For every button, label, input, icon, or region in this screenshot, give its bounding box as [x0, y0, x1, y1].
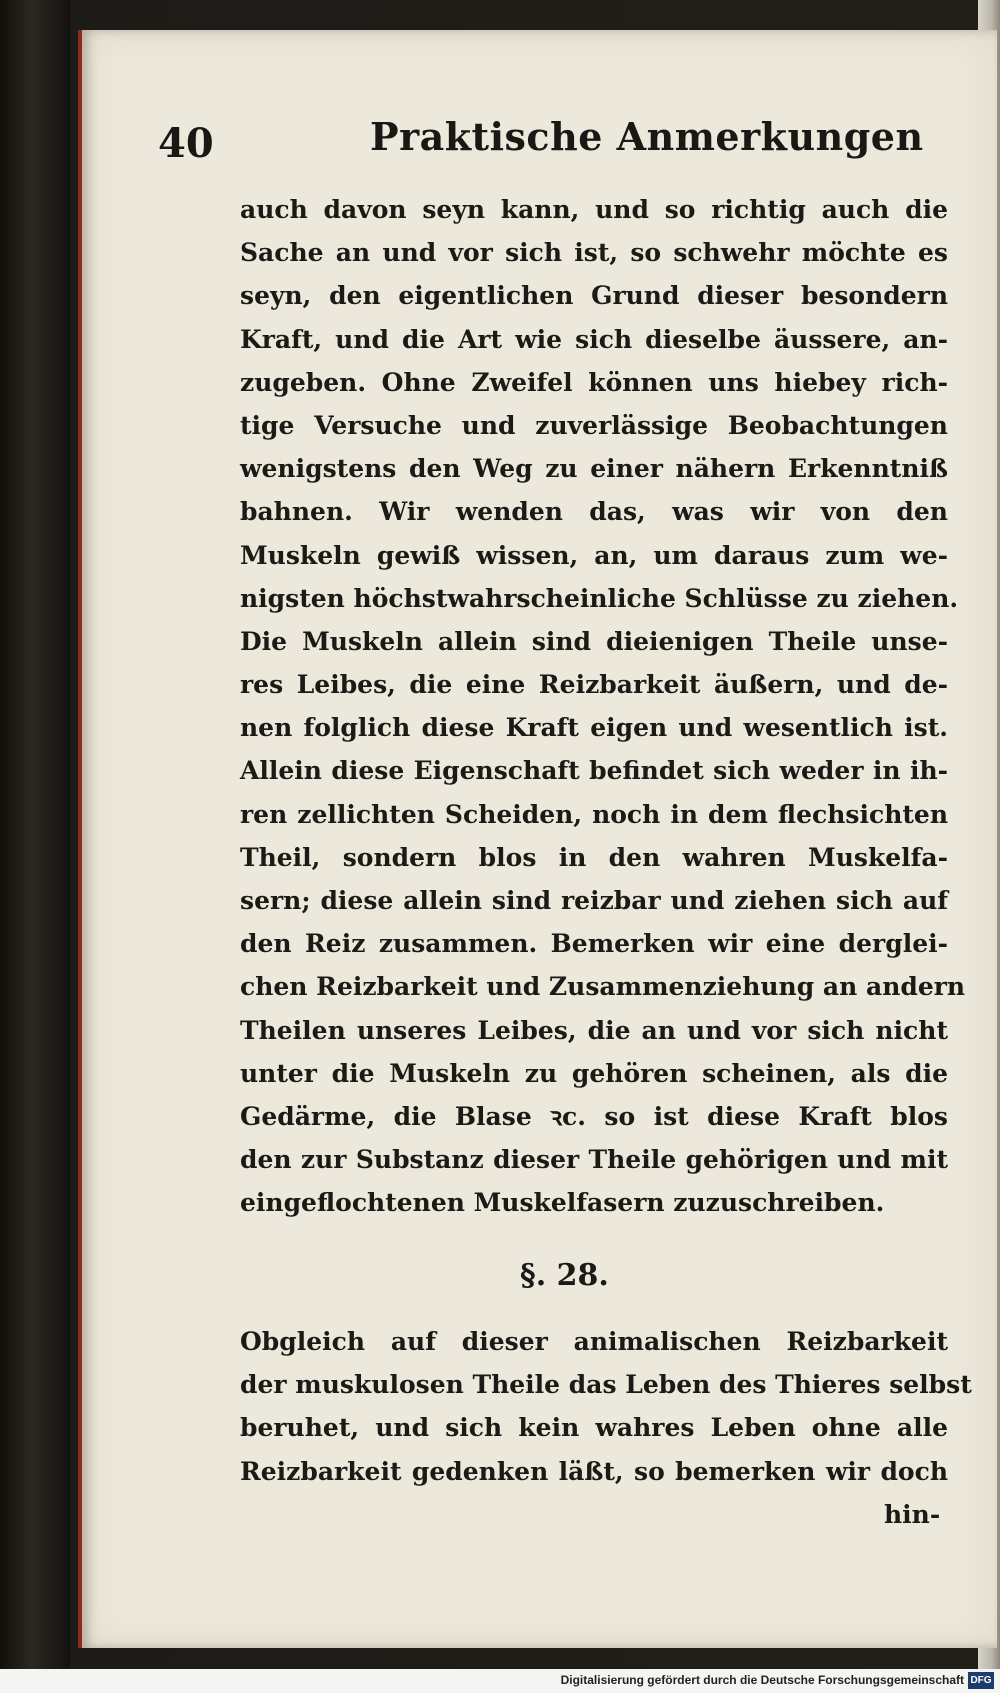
section-heading: §. 28. — [520, 1258, 609, 1293]
text-line: nen folglich diese Kraft eigen und wesentlich ist. — [240, 713, 948, 743]
text-line: den Reiz zusammen. Bemerken wir eine derglei- — [240, 929, 948, 959]
page-header — [158, 110, 958, 180]
body-paragraph-1 — [240, 188, 966, 1225]
text-line: unter die Muskeln zu gehören scheinen, als die — [240, 1058, 948, 1088]
text-line: Sache an und vor sich ist, so schwehr möchte es — [240, 238, 948, 268]
text-line: Muskeln gewiß wissen, an, um daraus zum we- — [240, 540, 948, 570]
text-line: Theilen unseres Leibes, die an und vor sich nicht — [240, 1015, 948, 1045]
text-line: eingeflochtenen Muskelfasern zuzuschreiben. — [240, 1188, 885, 1218]
text-line: Allein diese Eigenschaft befindet sich weder in ih- — [240, 756, 948, 786]
funding-credit: Digitalisierung gefördert durch die Deutsche Forschungsgemeinschaft — [560, 1673, 964, 1687]
text-line: Kraft, und die Art wie sich dieselbe äussere, an- — [240, 324, 948, 354]
text-line: auch davon seyn kann, und so richtig auch die — [240, 195, 948, 224]
text-line: zugeben. Ohne Zweifel können uns hiebey rich- — [240, 367, 948, 397]
text-line: chen Reizbarkeit und Zusammenziehung an andern — [240, 972, 966, 1002]
text-line: beruhet, und sich kein wahres Leben ohne alle — [240, 1413, 948, 1443]
text-line: nigsten höchstwahrscheinliche Schlüsse zu ziehen. — [240, 583, 959, 613]
dfg-logo: DFG — [968, 1672, 994, 1689]
text-line: Gedärme, die Blase ꝛc. so ist diese Kraft blos — [240, 1101, 948, 1131]
page-number: 40 — [158, 120, 214, 167]
text-line: sern; diese allein sind reizbar und ziehen sich auf — [240, 886, 948, 915]
text-line: res Leibes, die eine Reizbarkeit äußern, und de- — [240, 670, 948, 700]
text-line: seyn, den eigentlichen Grund dieser besondern — [240, 281, 948, 311]
text-line: Die Muskeln allein sind dieienigen Theile unse- — [240, 626, 948, 656]
catchword: hin- — [884, 1500, 941, 1529]
running-title: Praktische Anmerkungen — [370, 114, 924, 159]
text-line: bahnen. Wir wenden das, was wir von den — [240, 497, 948, 527]
text-line: der muskulosen Theile das Leben des Thieres selbst — [240, 1370, 972, 1400]
text-line: wenigstens den Weg zu einer nähern Erkenntniß — [240, 454, 948, 484]
text-line: den zur Substanz dieser Theile gehörigen und mit — [240, 1145, 948, 1175]
text-line: Obgleich auf dieser animalischen Reizbarkeit — [240, 1327, 948, 1356]
text-line: tige Versuche und zuverlässige Beobachtungen — [240, 410, 948, 440]
digitization-footer — [0, 1669, 1000, 1693]
text-line: ren zellichten Scheiden, noch in dem flechsichten — [240, 799, 948, 829]
text-line: Theil, sondern blos in den wahren Muskelfa- — [240, 842, 948, 872]
book-binding — [0, 0, 70, 1693]
text-line: Reizbarkeit gedenken läßt, so bemerken wir doch — [240, 1456, 948, 1486]
body-paragraph-2 — [240, 1320, 972, 1493]
